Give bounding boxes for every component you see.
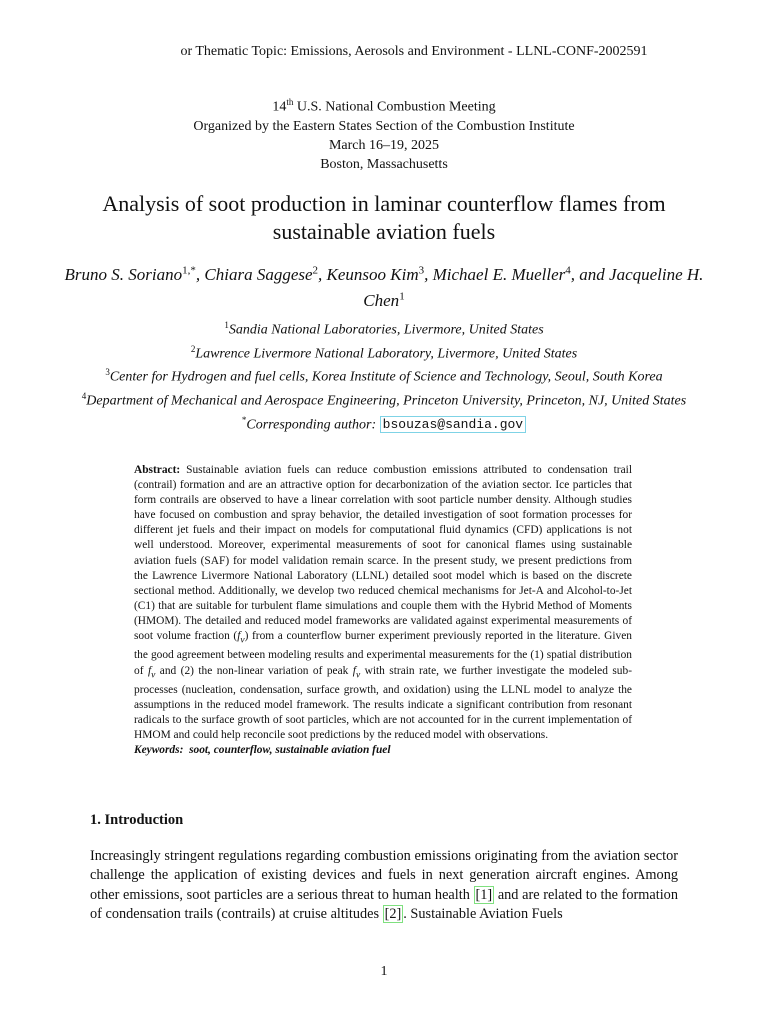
abstract-text: and (2) the non-linear variation of peak bbox=[155, 664, 353, 677]
page-number: 1 bbox=[380, 964, 388, 979]
introduction-text: Increasingly stringent regulations regarding combustion emissions originating from the aviation sector challenge the application of existing devices and fuels in next generation aircraft engines. Among other emissions, soot particles are a serious threat to human health [1] and are related to the formation of condensation trails (contrails) at cruise altitudes [2] . Sustainable Aviation Fuels bbox=[90, 848, 678, 922]
fv-symbol: $f_v$ bbox=[147, 664, 156, 680]
conference-dates: March 16–19, 2025 bbox=[328, 137, 440, 153]
corresponding-author: *Corresponding author: bsouzas@sandia.gov bbox=[80, 411, 688, 435]
conference-meeting: 14th U.S. National Combustion Meeting bbox=[272, 97, 496, 115]
author: Jacqueline H. Chen$^1$ bbox=[363, 264, 704, 311]
section-heading: 1. Introduction bbox=[90, 812, 184, 828]
affiliation-list bbox=[80, 316, 688, 434]
affiliation: $^1$Sandia National Laboratories, Livermore, United States bbox=[224, 320, 544, 338]
email-link[interactable]: bsouzas@sandia.gov bbox=[380, 416, 526, 433]
conference-info bbox=[0, 93, 768, 174]
author: Bruno S. Soriano$^{1,*}$, bbox=[64, 264, 205, 284]
citation-link[interactable]: [2] bbox=[384, 905, 402, 922]
abstract-text: with strain rate, we further investigate the modeled sub-processes (nucleation, condensation, surface growth, and oxidation) using the LLNL model to analyze the assumptions in the reduced model framework. The results indicate a significant contribution from resonant radicals to the surface growth of soot particles, which are not accounted for in the current implementation of HMOM and could help reconcile soot predictions by the reduced model with observations. bbox=[134, 664, 632, 742]
running-head: or Thematic Topic: Emissions, Aerosols and Environment - LLNL-CONF-2002591 bbox=[180, 44, 648, 59]
author-list bbox=[60, 259, 708, 312]
citation-link[interactable]: [1] bbox=[475, 886, 493, 903]
paper-title: Analysis of soot production in laminar counterflow flames from sustainable aviation fuels bbox=[102, 191, 666, 244]
affiliation: $^4$Department of Mechanical and Aerospace Engineering, Princeton University, Princeton, NJ, United States bbox=[81, 390, 687, 409]
conference-location: Boston, Massachusetts bbox=[320, 156, 448, 172]
author: Keunsoo Kim$^3$, bbox=[326, 264, 433, 284]
abstract-label: Abstract: bbox=[134, 464, 181, 476]
author: Chiara Saggese$^2$, bbox=[204, 264, 327, 284]
conference-organizer: Organized by the Eastern States Section of the Combustion Institute bbox=[193, 118, 575, 134]
abstract-text: ) from a counterflow burner experiment previously reported in the literature. Given the good agreement between modeling results and experimental measurements for the (1) spatial distribution of bbox=[134, 630, 632, 677]
keywords: Keywords: soot, counterflow, sustainable aviation fuel bbox=[134, 744, 391, 757]
fv-symbol: $f_v$ bbox=[237, 630, 245, 646]
abstract bbox=[134, 463, 632, 758]
affiliation: $^3$Center for Hydrogen and fuel cells, Korea Institute of Science and Technology, Seoul, South Korea bbox=[105, 367, 663, 385]
affiliation: $^2$Lawrence Livermore National Laboratory, Livermore, United States bbox=[190, 343, 578, 362]
abstract-text: Sustainable aviation fuels can reduce combustion emissions attributed to condensation trail (contrail) formation and are an attractive option for decarbonization of the aviation sector. Ice particles that form contrails are observed to have a linear correlation with soot particle number density. Although studies have focused on combustion and spray behavior, the detailed investigation of soot formation processes for different jet fuels and their impact on models for computational fluid dynamics (CFD) applications is not well understood. Moreover, experimental measurements of soot for canonical flames using sustainable aviation fuels (SAF) for model validation remain scarce. In the present study, we present predictions from the Lawrence Livermore National Laboratory (LLNL) detailed soot model which is based on the discrete sectional method. Additionally, we develop two reduced chemical mechanisms for Jet-A and Alcohol-to-Jet (C1) that are suitable for turbulent flame simulations and couple them with the Hybrid Method of Moments (HMOM). The detailed and reduced model frameworks are validated against experimental measurements of soot volume fraction ( bbox=[134, 464, 632, 643]
fv-symbol: $f_v$ bbox=[352, 664, 361, 680]
author: Michael E. Mueller$^4$, and bbox=[432, 264, 610, 284]
